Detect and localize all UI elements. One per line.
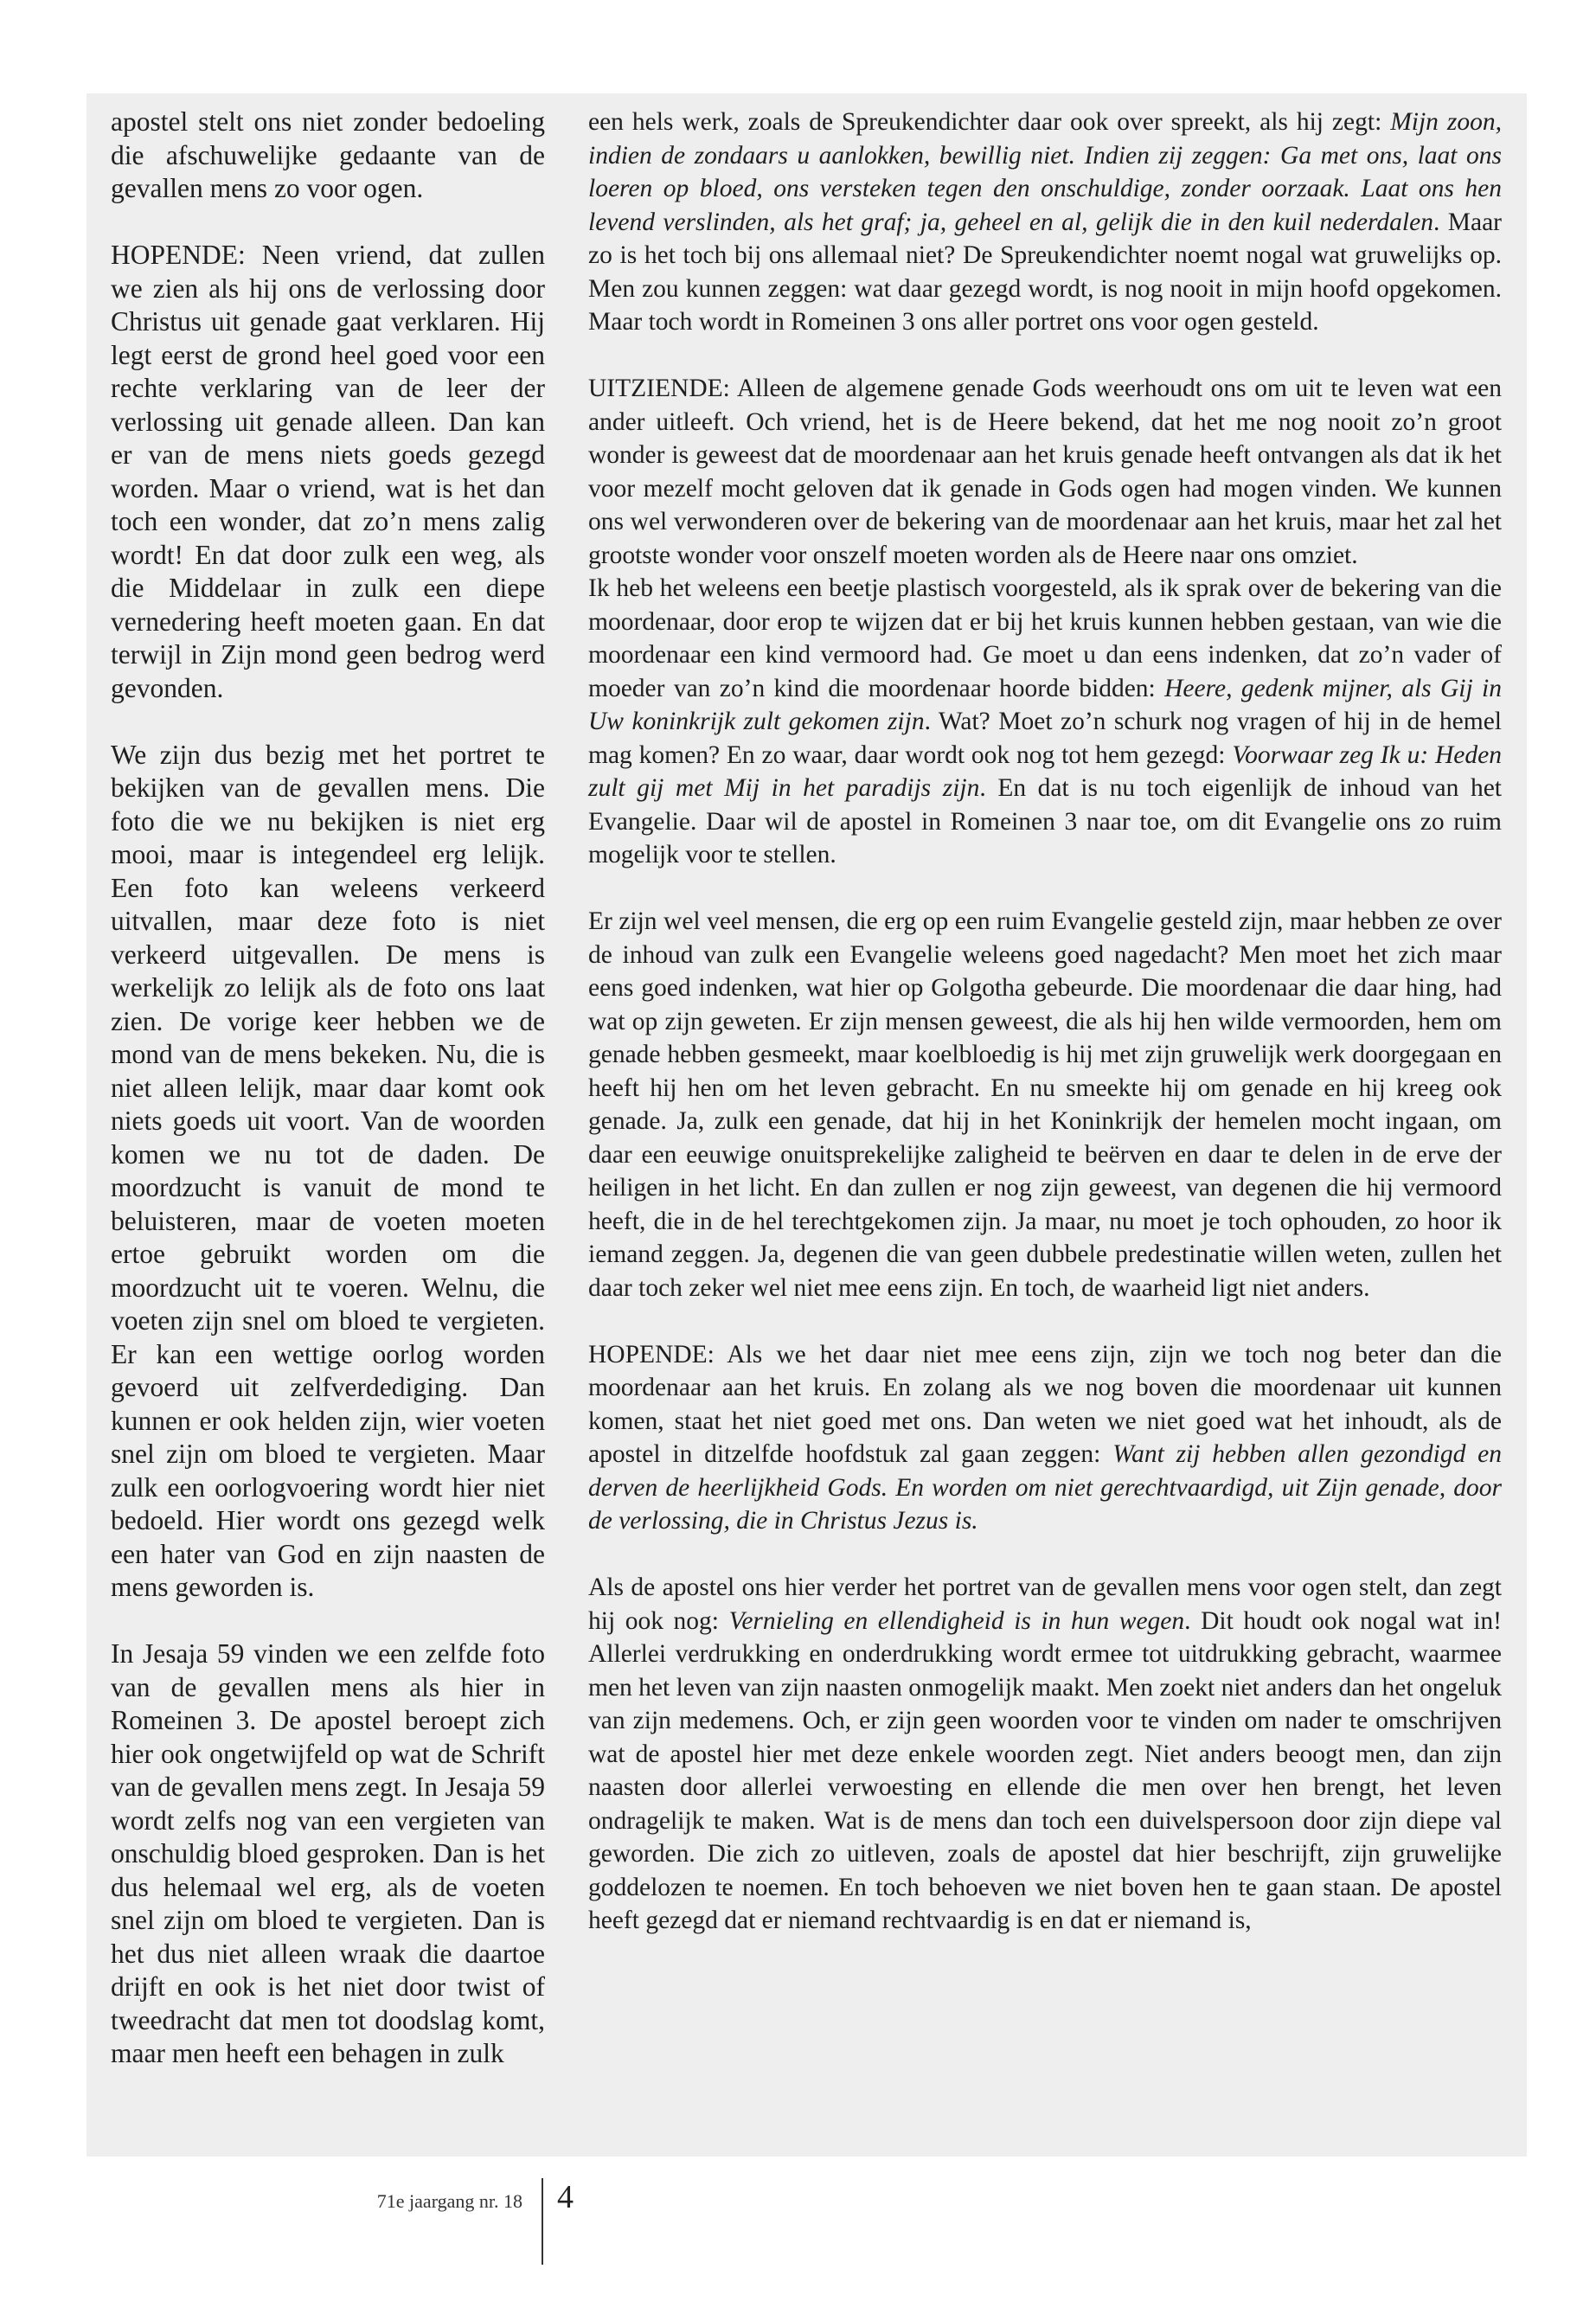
right-paragraph-6 — [588, 1571, 1502, 1938]
right-paragraph-1 — [588, 106, 1502, 339]
left-paragraph-1: apostel stelt ons niet zonder bedoeling die afschuwelijke gedaante van de gevallen mens zo voor ogen. — [111, 106, 545, 203]
text-run: . En dat is nu toch eigenlijk de inhoud van het Evangelie. Daar wil de apostel in Romeinen 3 naar toe, om dit Evangelie ons zo ruim mogelijk voor te stellen. — [588, 774, 1502, 868]
scripture-quote: Vernieling en ellendigheid is in hun wegen — [728, 1606, 1185, 1635]
left-paragraph-4: In Jesaja 59 vinden we een zelfde foto van de gevallen mens als hier in Romeinen 3. De apostel beroept zich hier ook ongetwijfeld op wat de Schrift van de gevallen mens zegt. In Jesaja 59 wordt zelfs nog van een vergieten van onschuldig bloed gesproken. Dan is het dus helemaal wel erg, als de voeten snel zijn om bloed te vergieten. Dan is het dus niet alleen wraak die daartoe drijft en ook is het niet door twist of tweedracht dat men tot doodslag komt, maar men heeft een behagen in zulk — [111, 1638, 545, 2068]
right-column — [588, 106, 1502, 1938]
scripture-quote: Want zij hebben allen gezondigd en derven de heerlijkheid Gods. En worden om niet gerechtvaardigd, uit Zijn genade, door de verlossing, die in Christus Jezus is. — [588, 1440, 1502, 1535]
right-paragraph-4: Er zijn wel veel mensen, die erg op een ruim Evangelie gesteld zijn, maar hebben ze over de inhoud van zulk een Evangelie weleens goed nagedacht? Men moet het zich maar eens goed indenken, wat hier op Golgotha gebeurde. Die moordenaar die daar hing, had wat op zijn geweten. Er zijn mensen geweest, die als hij hen wilde vermoorden, hem om genade hebben gesmeekt, maar koelbloedig is hij met zijn gruwelijk werk doorgegaan en heeft hij hen om het leven gebracht. En nu smeekte hij om genade en hij kreeg ook genade. Ja, zulk een genade, dat hij in het Koninkrijk der hemelen mocht ingaan, om daar een eeuwige onuitsprekelijke zaligheid te beërven en daar te delen in de erve der heiligen in het licht. En dan zullen er nog zijn geweest, van degenen die hij vermoord heeft, die in de hel terechtgekomen zijn. Ja maar, nu moet je toch ophouden, zo hoor ik iemand zeggen. Ja, degenen die van geen dubbele predestinatie willen weten, zullen het daar toch zeker wel niet mee eens zijn. En toch, de waarheid ligt niet anders. — [588, 907, 1502, 1302]
right-paragraph-3 — [588, 572, 1502, 872]
text-run: . Maar zo is het toch bij ons allemaal niet? De Spreukendichter noemt nogal wat gruwelijks op. Men zou kunnen zeggen: wat daar gezegd wordt, is nog nooit in mijn hoofd opgekomen. Maar toch wordt in Romeinen 3 ons aller portret ons voor ogen gesteld. — [588, 208, 1502, 336]
issue-label: 71e jaargang nr. 18 — [376, 2190, 522, 2212]
footer-divider — [542, 2178, 543, 2265]
text-run: Als de apostel ons hier verder het portret van de gevallen mens voor ogen stelt, dan zegt hij ook nog: — [588, 1574, 1502, 1635]
text-run: een hels werk, zoals de Spreukendichter daar ook over spreekt, als hij zegt: — [588, 108, 1391, 136]
page-number: 4 — [557, 2179, 574, 2215]
right-paragraph-5 — [588, 1338, 1502, 1538]
text-run: HOPENDE: Als we het daar niet mee eens zijn, zijn we toch nog beter dan die moordenaar aan het kruis. En zolang als we nog boven die moordenaar uit kunnen komen, staat het niet goed met ons. Dan weten we niet goed wat het inhoudt, als de apostel in ditzelfde hoofdstuk zal gaan zeggen: — [588, 1340, 1502, 1468]
text-run: . Dit houdt ook nogal wat in! Allerlei verdrukking en onderdrukking wordt ermee tot uitdrukking gebracht, waarmee men het leven van zijn naasten onmogelijk maakt. Men zoekt niet anders dan het ongeluk van zijn medemens. Och, er zijn geen woorden voor te vinden om nader te omschrijven wat de apostel hier met deze enkele woorden zegt. Niet anders beoogt men, dan zijn naasten door allerlei verwoesting en ellende die men over hen brengt, het leven ondragelijk te maken. Wat is de mens dan toch een duivelspersoon door zijn diepe val geworden. Die zich zo uitleven, zoals de apostel dat hier beschrijft, zijn gruwelijke goddelozen te noemen. En toch behoeven we niet boven hen te gaan staan. De apostel heeft gezegd dat er niemand rechtvaardig is en dat er niemand is, — [588, 1606, 1503, 1934]
text-run: . Wat? Moet zo’n schurk nog vragen of hij in de hemel mag komen? En zo waar, daar wordt ook nog tot hem gezegd: — [588, 708, 1502, 769]
right-paragraph-2: UITZIENDE: Alleen de algemene genade Gods weerhoudt ons om uit te leven wat een ander uitleeft. Och vriend, het is de Heere bekend, dat het me nog nooit zo’n groot wonder is geweest dat de moordenaar aan het kruis genade heeft ontvangen als dat ik het voor mezelf mocht geloven dat ik genade in Gods ogen had mogen vinden. We kunnen ons wel verwonderen over de bekering van de moordenaar aan het kruis, maar het zal het grootste wonder voor onszelf moeten worden als de Heere naar ons omziet. — [588, 375, 1502, 569]
text-run: Ik heb het weleens een beetje plastisch voorgesteld, als ik sprak over de bekering van die moordenaar, door erop te wijzen dat er bij het kruis kunnen hebben gestaan, van wie die moordenaar een kind vermoord had. Ge moet u dan eens indenken, dat zo’n vader of moeder van zo’n kind die moordenaar hoorde bidden: — [588, 574, 1502, 702]
scripture-quote: Mijn zoon, indien de zondaars u aanlokken, bewillig niet. Indien zij zeggen: Ga met ons, laat ons loeren op bloed, ons versteken tegen den onschuldige, zonder oorzaak. Laat ons hen levend verslinden, als het graf; ja, geheel en al, gelijk die in den kuil nederdalen — [588, 108, 1502, 236]
scripture-quote: Voorwaar zeg Ik u: Heden zult gij met Mij in het paradijs zijn — [588, 740, 1502, 802]
left-paragraph-3: We zijn dus bezig met het portret te bekijken van de gevallen mens. Die foto die we nu bekijken is niet erg mooi, maar is integendeel erg lelijk. Een foto kan weleens verkeerd uitvallen, maar deze foto is niet verkeerd uitgevallen. De mens is werkelijk zo lelijk als de foto ons laat zien. De vorige keer hebben we de mond van de mens bekeken. Nu, die is niet alleen lelijk, maar daar komt ook niets goeds uit voort. Van de woorden komen we nu tot de daden. De moordzucht is vanuit de mond te beluisteren, maar de voeten moeten ertoe gebruikt worden om die moordzucht uit te voeren. Welnu, die voeten zijn snel om bloed te vergieten. Er kan een wettige oorlog worden gevoerd uit zelfverdediging. Dan kunnen er ook helden zijn, wier voeten snel zijn om bloed te vergieten. Maar zulk een oorlogvoering wordt hier niet bedoeld. Hier wordt ons gezegd welk een hater van God en zijn naasten de mens geworden is. — [111, 739, 545, 1602]
left-paragraph-2: HOPENDE: Neen vriend, dat zullen we zien als hij ons de verlossing door Christus uit genade gaat verklaren. Hij legt eerst de grond heel goed voor een rechte verklaring van de leer der verlossing uit genade alleen. Dan kan er van de mens niets goeds gezegd worden. Maar o vriend, wat is het dan toch een wonder, dat zo’n mens zalig wordt! En dat door zulk een weg, als die Middelaar in zulk een diepe vernedering heeft moeten gaan. En dat terwijl in Zijn mond geen bedrog werd gevonden. — [111, 240, 545, 703]
left-column — [111, 106, 545, 2071]
scripture-quote: Heere, gedenk mijner, als Gij in Uw koninkrijk zult gekomen zijn — [588, 674, 1502, 735]
